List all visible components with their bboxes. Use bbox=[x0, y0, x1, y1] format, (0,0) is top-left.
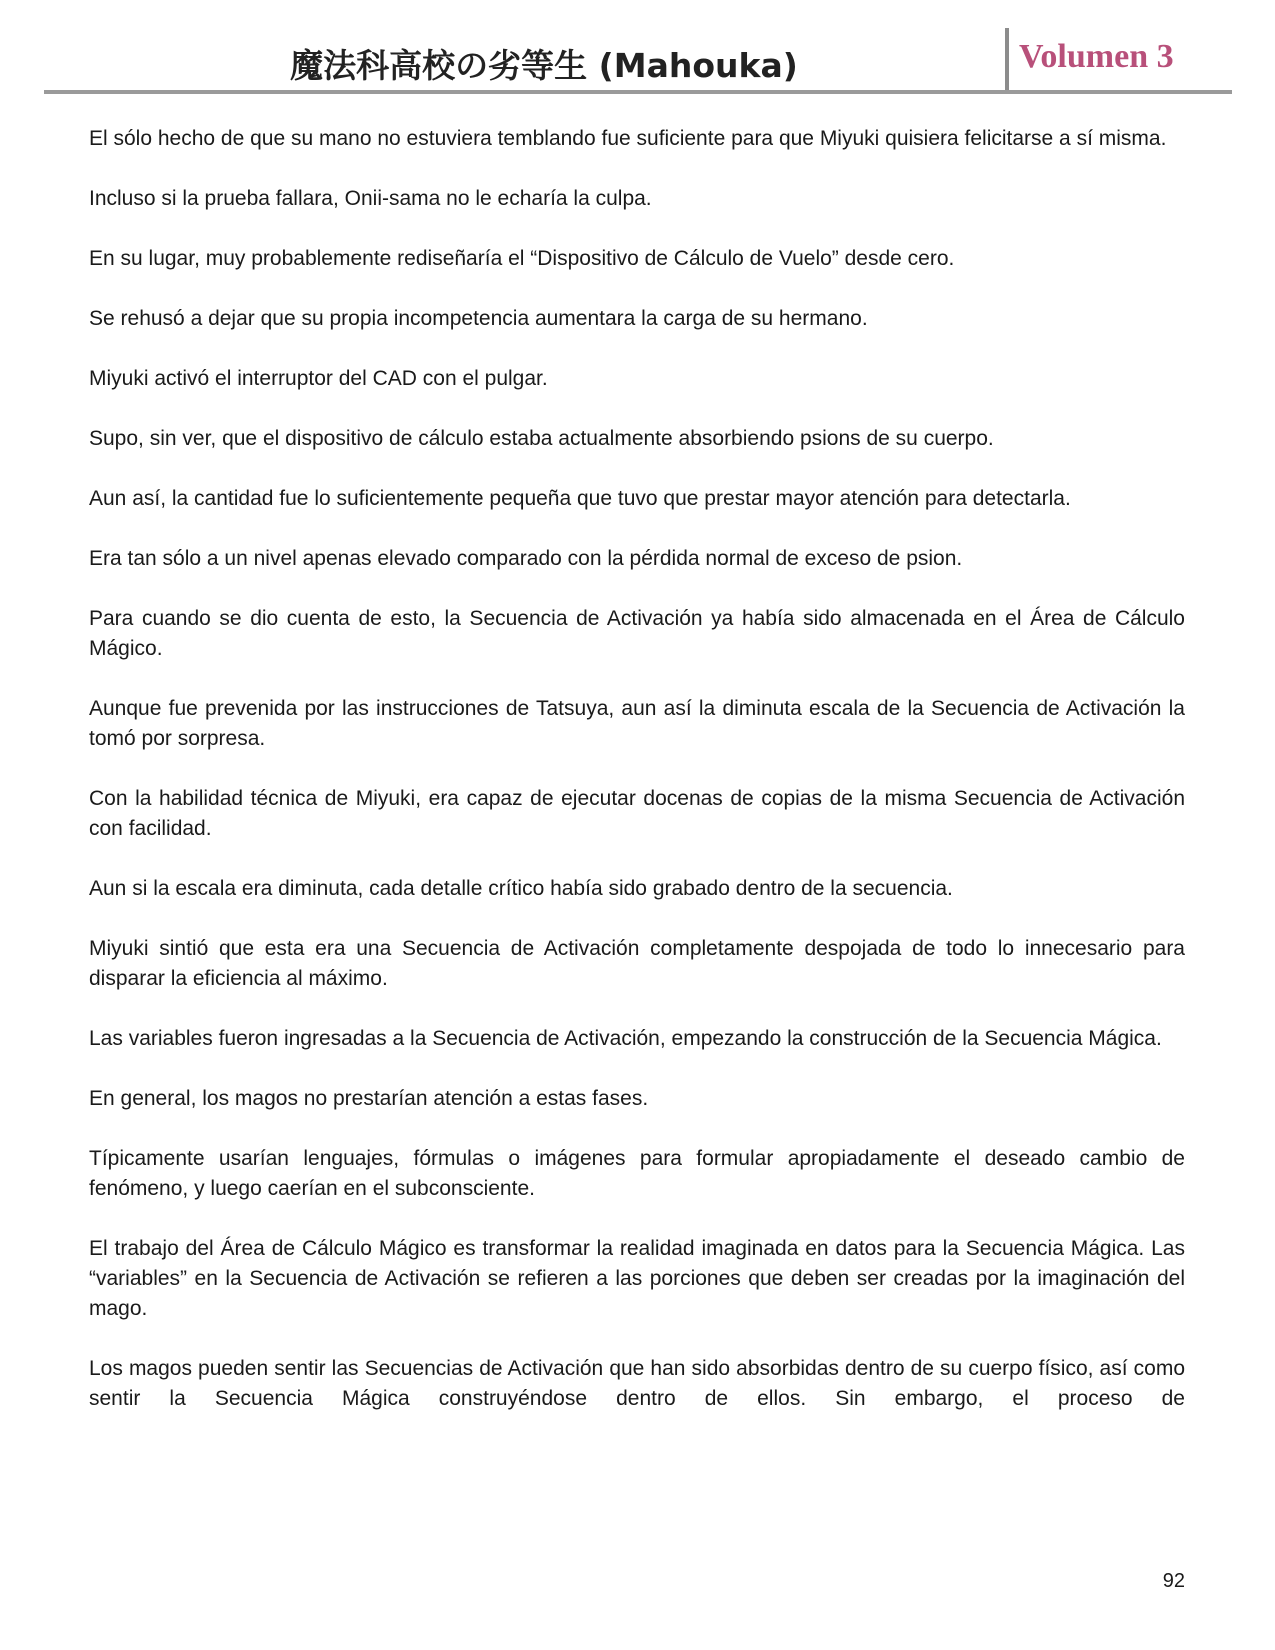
paragraph-6: Supo, sin ver, que el dispositivo de cálculo estaba actualmente absorbiendo psions de su cuerpo. bbox=[89, 427, 994, 450]
paragraph-16: Típicamente usarían lenguajes, fórmulas o imágenes para formular apropiadamente el deseado cambio de fenómeno, y luego caerían en el subconsciente. bbox=[89, 1147, 1185, 1200]
book-title: 魔法科高校の劣等生 (Mahouka) bbox=[290, 46, 798, 85]
paragraph-15: En general, los magos no prestarían atención a estas fases. bbox=[89, 1087, 649, 1110]
paragraph-8: Era tan sólo a un nivel apenas elevado comparado con la pérdida normal de exceso de psion. bbox=[89, 547, 963, 570]
paragraph-10: Aunque fue prevenida por las instrucciones de Tatsuya, aun así la diminuta escala de la Secuencia de Activación la tomó por sorpresa. bbox=[89, 697, 1185, 750]
page-header bbox=[44, 28, 1232, 94]
paragraph-12: Aun si la escala era diminuta, cada detalle crítico había sido grabado dentro de la secuencia. bbox=[89, 877, 953, 900]
paragraph-11: Con la habilidad técnica de Miyuki, era capaz de ejecutar docenas de copias de la misma Secuencia de Activación con facilidad. bbox=[89, 787, 1185, 840]
paragraph-7: Aun así, la cantidad fue lo suficientemente pequeña que tuvo que prestar mayor atención para detectarla. bbox=[89, 487, 1071, 510]
body-text bbox=[89, 124, 1185, 1414]
volume-label: Volumen 3 bbox=[1019, 38, 1174, 75]
paragraph-18: Los magos pueden sentir las Secuencias de Activación que han sido absorbidas dentro de su cuerpo físico, así como sentir la Secuencia Mágica construyéndose dentro de ellos. Sin embargo, el proceso de bbox=[89, 1357, 1185, 1410]
paragraph-17: El trabajo del Área de Cálculo Mágico es transformar la realidad imaginada en datos para la Secuencia Mágica. Las “variables” en la Secuencia de Activación se refieren a las porciones que deben ser creadas por la imaginación del mago. bbox=[89, 1237, 1185, 1320]
paragraph-2: Incluso si la prueba fallara, Onii-sama no le echaría la culpa. bbox=[89, 187, 652, 210]
paragraph-13: Miyuki sintió que esta era una Secuencia de Activación completamente despojada de todo lo innecesario para disparar la eficiencia al máximo. bbox=[89, 937, 1185, 990]
paragraph-1: El sólo hecho de que su mano no estuviera temblando fue suficiente para que Miyuki quisiera felicitarse a sí misma. bbox=[89, 127, 1167, 150]
paragraph-4: Se rehusó a dejar que su propia incompetencia aumentara la carga de su hermano. bbox=[89, 307, 868, 330]
paragraph-9: Para cuando se dio cuenta de esto, la Secuencia de Activación ya había sido almacenada en el Área de Cálculo Mágico. bbox=[89, 607, 1185, 660]
paragraph-3: En su lugar, muy probablemente rediseñaría el “Dispositivo de Cálculo de Vuelo” desde cero. bbox=[89, 247, 955, 270]
paragraph-5: Miyuki activó el interruptor del CAD con el pulgar. bbox=[89, 367, 548, 390]
header-rule bbox=[44, 90, 1232, 94]
header-divider bbox=[1005, 28, 1009, 92]
paragraph-14: Las variables fueron ingresadas a la Secuencia de Activación, empezando la construcción de la Secuencia Mágica. bbox=[89, 1027, 1162, 1050]
page-number: 92 bbox=[1162, 1570, 1185, 1592]
